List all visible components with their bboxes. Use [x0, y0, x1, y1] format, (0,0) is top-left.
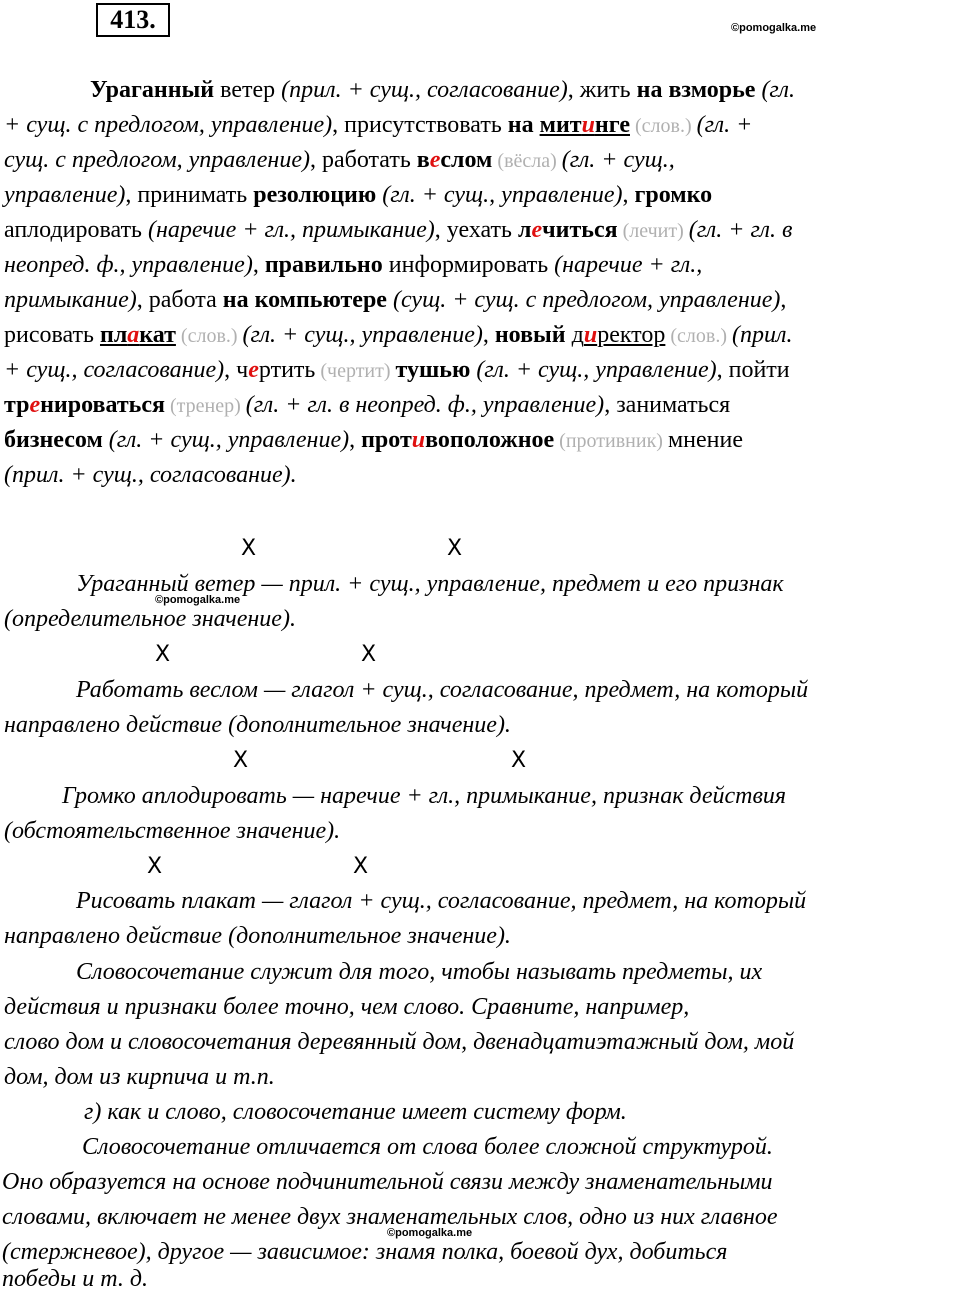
highlighted-vowel: а: [127, 322, 140, 348]
text: ,: [622, 182, 635, 208]
text: , заниматься: [604, 392, 731, 418]
annotation: сущ. с предлогом, управление): [4, 147, 310, 173]
analysis-mark: X: [147, 854, 163, 879]
hint: (чертит): [315, 360, 396, 382]
hint: (лечит): [617, 220, 689, 242]
phrase: противоположное: [361, 427, 555, 453]
annotation: + сущ., согласование): [4, 357, 225, 383]
highlighted-vowel: е: [429, 147, 441, 173]
example-line: направлено действие (дополнительное значение).: [4, 923, 511, 949]
text-line: [4, 388, 958, 423]
phrase: Ураганный: [90, 77, 215, 103]
phrase: веслом: [416, 147, 493, 173]
annotation: (гл. + гл. в неопред. ф., управление): [245, 392, 605, 418]
example-line: направлено действие (дополнительное значение).: [4, 712, 511, 738]
annotation: (наречие + гл., примыкание): [148, 217, 435, 243]
text-line: [4, 318, 958, 353]
text-line: [4, 248, 958, 283]
phrase: бизнесом: [4, 427, 103, 453]
text-line: [4, 423, 958, 458]
text: ртить: [258, 357, 316, 383]
annotation: (наречие + гл.,: [554, 252, 703, 278]
analysis-mark: X: [241, 536, 257, 561]
analysis-mark: X: [361, 642, 377, 667]
phrase: митинге: [539, 112, 630, 138]
phrase: на: [507, 112, 540, 138]
text-line: [4, 458, 958, 493]
example-line: (определительное значение).: [4, 606, 296, 632]
annotation: (сущ. + сущ. с предлогом, управление): [386, 287, 781, 313]
theory-line: Оно образуется на основе подчинительной связи между знаменательными: [2, 1169, 773, 1195]
theory-line: Словосочетание отличается от слова более сложной структурой.: [82, 1134, 773, 1160]
text: , пойти: [716, 357, 790, 383]
phrase: новый: [494, 322, 566, 348]
phrase: на взморье: [636, 77, 756, 103]
annotation: (прил.: [731, 322, 793, 348]
text: , работа: [136, 287, 223, 313]
text: , жить: [567, 77, 637, 103]
highlighted-vowel: е: [29, 392, 41, 418]
phrase: громко: [634, 182, 713, 208]
hint: (слов.): [665, 325, 732, 347]
watermark: ©pomogalka.me: [387, 1227, 473, 1239]
text: ,: [482, 322, 495, 348]
example-line: Ураганный ветер — прил. + сущ., управление, предмет и его признак: [76, 571, 784, 597]
annotation: (гл. + сущ., управление): [242, 322, 483, 348]
text: , принимать: [125, 182, 254, 208]
annotation: (прил. + сущ., согласование).: [4, 462, 297, 488]
text-line: [4, 143, 958, 178]
text: аплодировать: [4, 217, 148, 243]
analysis-mark: X: [353, 854, 369, 879]
annotation: (гл. + сущ., управление): [376, 182, 623, 208]
annotation: (гл.: [755, 77, 795, 103]
exercise-number: 413.: [96, 3, 170, 37]
highlighted-vowel: е: [248, 357, 259, 383]
phrase: правильно: [264, 252, 383, 278]
phrase: директор: [571, 322, 666, 348]
hint: (слов.): [175, 325, 243, 347]
theory-line: действия и признаки более точно, чем слово. Сравните, например,: [4, 994, 690, 1020]
text: рисовать: [4, 322, 100, 348]
hint: (противник): [554, 430, 668, 452]
annotation: управление): [4, 182, 126, 208]
theory-line: словами, включает не менее двух знаменательных слов, одно из них главное: [2, 1204, 778, 1230]
text: информировать: [382, 252, 555, 278]
text: ,: [349, 427, 362, 453]
annotation: неопред. ф., управление): [4, 252, 253, 278]
example-line: (обстоятельственное значение).: [4, 818, 341, 844]
theory-line: Словосочетание служит для того, чтобы называть предметы, их: [76, 959, 763, 985]
text: , ч: [224, 357, 249, 383]
text: , присутствовать: [332, 112, 508, 138]
highlighted-vowel: е: [531, 217, 543, 243]
phrase: на компьютере: [222, 287, 387, 313]
text: ,: [780, 287, 787, 313]
annotation: (гл. + сущ., управление): [102, 427, 350, 453]
annotation: примыкание): [4, 287, 137, 313]
phrase: тренироваться: [4, 392, 165, 418]
theory-line: г) как и слово, словосочетание имеет систему форм.: [84, 1099, 627, 1125]
theory-line: слово дом и словосочетания деревянный дом, двенадцатиэтажный дом, мой: [4, 1029, 795, 1055]
text-line: [4, 353, 958, 388]
annotation: (гл. + сущ.,: [561, 147, 675, 173]
highlighted-vowel: и: [583, 322, 598, 348]
analysis-mark: X: [447, 536, 463, 561]
highlighted-vowel: и: [581, 112, 595, 138]
hint: (тренер): [164, 395, 246, 417]
hint: (вёсла): [492, 150, 562, 172]
phrase: лечиться: [517, 217, 618, 243]
annotation: (прил. + сущ., согласование): [281, 77, 568, 103]
analysis-mark: X: [233, 748, 249, 773]
annotation: (гл. + гл. в: [688, 217, 793, 243]
annotation: + сущ. с предлогом, управление): [4, 112, 333, 138]
watermark: ©pomogalka.me: [731, 22, 817, 34]
theory-line: победы и т. д.: [2, 1266, 148, 1292]
text-line: [4, 108, 958, 143]
example-line: Рисовать плакат — глагол + сущ., согласование, предмет, на который: [76, 888, 807, 914]
watermark: ©pomogalka.me: [155, 594, 241, 606]
text-line: [4, 73, 958, 108]
text-line: [4, 283, 958, 318]
phrase: плакат: [99, 322, 176, 348]
text: , уехать: [434, 217, 518, 243]
example-line: Работать веслом — глагол + сущ., согласование, предмет, на который: [76, 677, 809, 703]
highlighted-vowel: и: [411, 427, 426, 453]
hint: (слов.): [629, 115, 697, 137]
text-line: [4, 213, 958, 248]
text-line: [4, 178, 958, 213]
analysis-mark: X: [155, 642, 171, 667]
text: ,: [252, 252, 265, 278]
phrase: резолюцию: [253, 182, 377, 208]
annotation: (гл. + сущ., управление): [470, 357, 717, 383]
annotation: (гл. +: [696, 112, 753, 138]
theory-line: (стержневое), другое — зависимое: знамя полка, боевой дух, добиться: [2, 1239, 728, 1265]
theory-line: дом, дом из кирпича и т.п.: [4, 1064, 275, 1090]
analysis-mark: X: [511, 748, 527, 773]
text: , работать: [309, 147, 417, 173]
phrase: тушью: [395, 357, 471, 383]
example-line: Громко аплодировать — наречие + гл., примыкание, признак действия: [62, 783, 787, 809]
text: ветер: [214, 77, 282, 103]
text: мнение: [667, 427, 743, 453]
